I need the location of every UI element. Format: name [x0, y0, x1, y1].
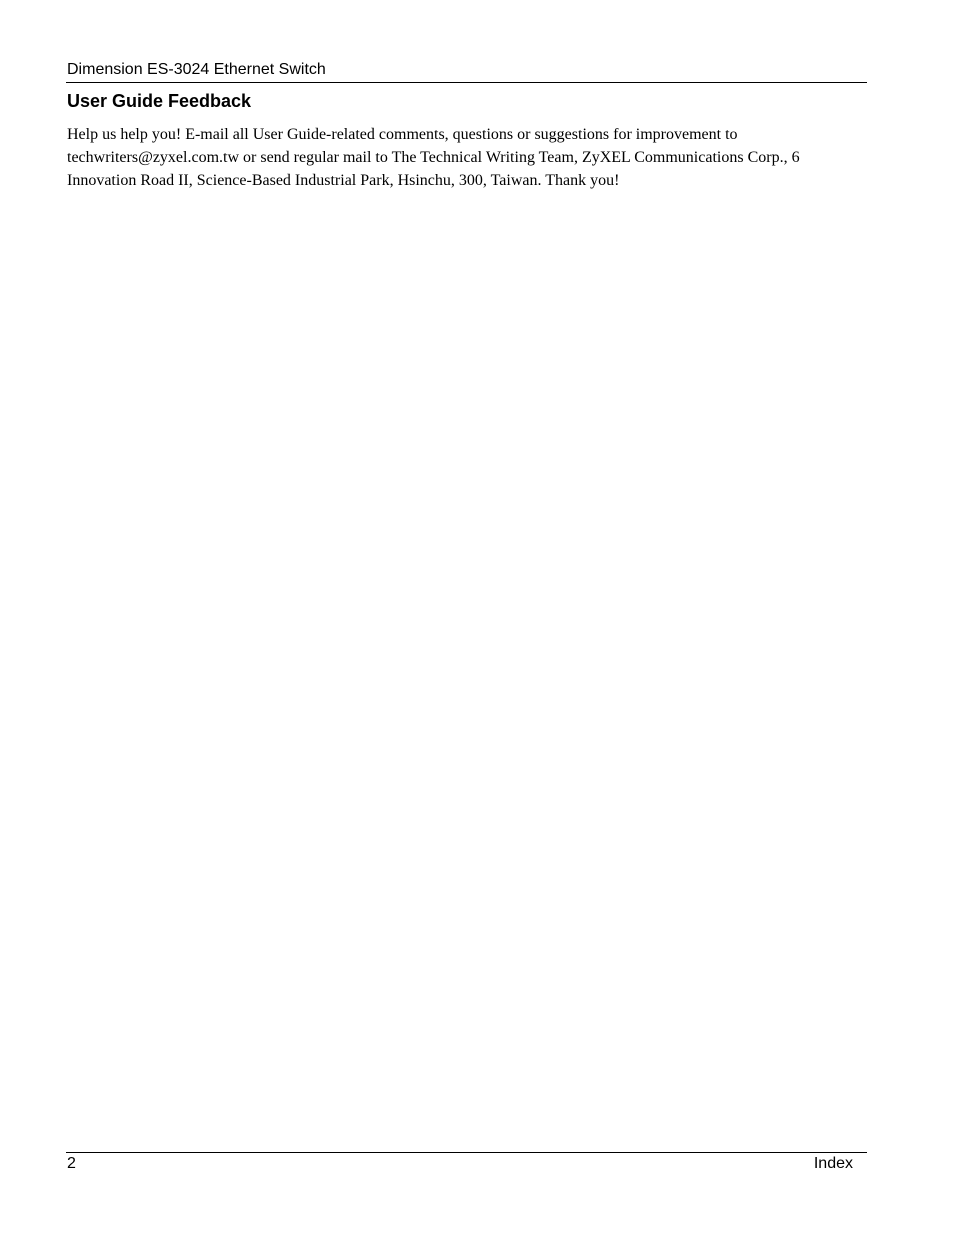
paragraph-line: Innovation Road II, Science-Based Industrial Park, Hsinchu, 300, Taiwan. Thank you! [67, 172, 620, 189]
chapter-name: Index [813, 1155, 853, 1172]
page-header [66, 59, 867, 83]
section-heading: User Guide Feedback [67, 91, 252, 111]
feedback-paragraph [67, 123, 867, 192]
document-title: Dimension ES-3024 Ethernet Switch [67, 61, 326, 78]
paragraph-line: Help us help you! E-mail all User Guide-related comments, questions or suggestions for improvement to [67, 126, 738, 143]
paragraph-line: techwriters@zyxel.com.tw or send regular mail to The Technical Writing Team, ZyXEL Communications Corp., 6 [67, 149, 800, 166]
page-number: 2 [67, 1155, 76, 1172]
page-footer [66, 1152, 867, 1176]
